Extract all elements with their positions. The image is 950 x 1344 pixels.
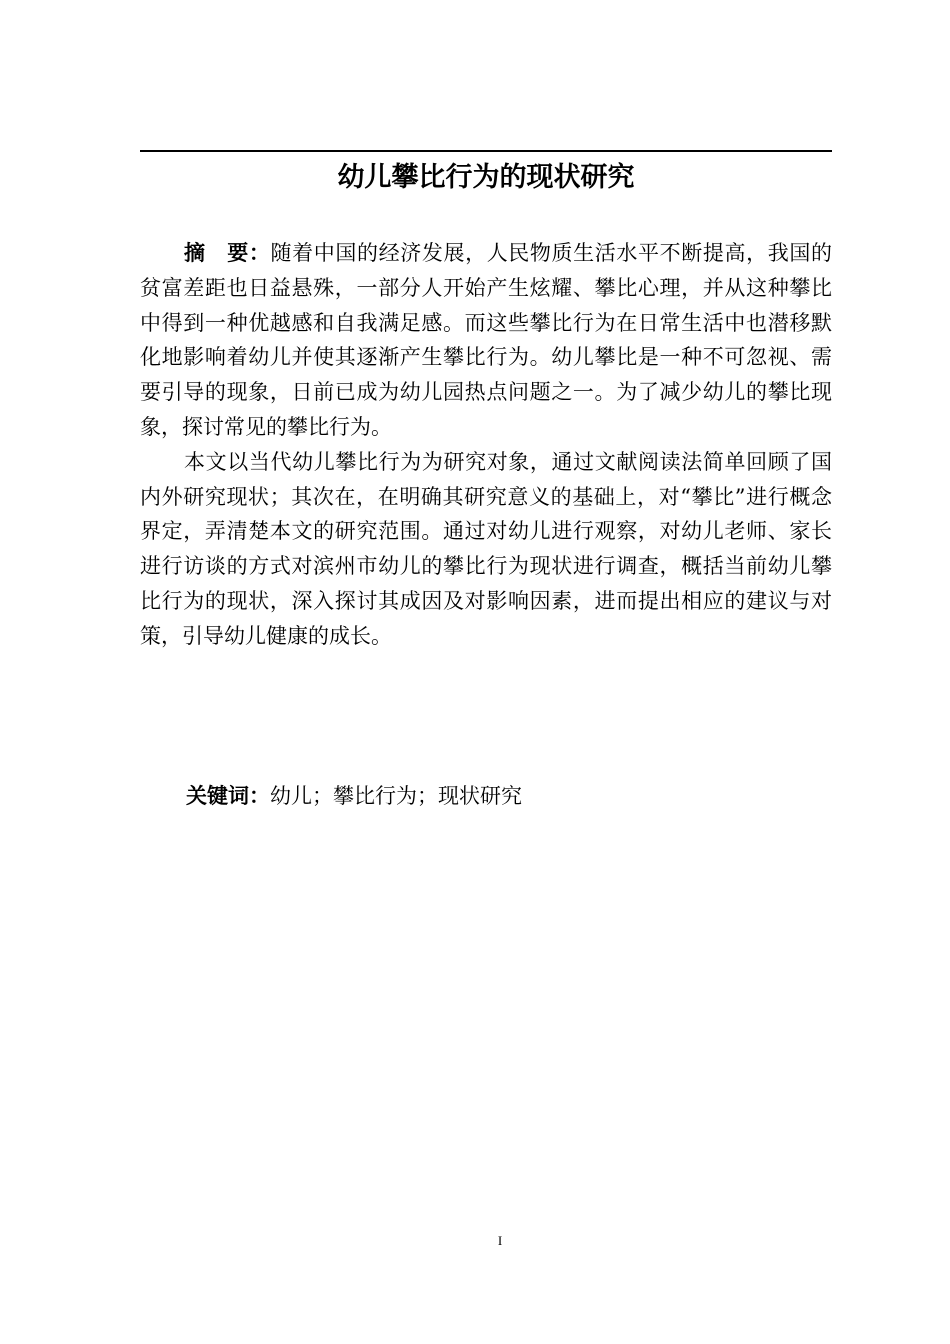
abstract-label: 摘 要： [184, 241, 271, 265]
keywords-label: 关键词： [186, 784, 270, 808]
abstract-section [140, 236, 832, 654]
keywords-line [186, 779, 832, 813]
abstract-paragraph-1 [140, 236, 832, 445]
abstract-paragraph-2: 本文以当代幼儿攀比行为为研究对象，通过文献阅读法简单回顾了国内外研究现状；其次在，在明确其研究意义的基础上，对“攀比”进行概念界定，弄清楚本文的研究范围。通过对幼儿进行观察，对幼儿老师、家长进行访谈的方式对滨州市幼儿的攀比行为现状进行调查，概括当前幼儿攀比行为的现状，深入探讨其成因及对影响因素，进而提出相应的建议与对策，引导幼儿健康的成长。 [140, 449, 832, 648]
page-number: I [497, 1233, 503, 1248]
paper-title: 幼儿攀比行为的现状研究 [337, 162, 635, 193]
header-rule [140, 150, 832, 152]
keywords-text: 幼儿；攀比行为；现状研究 [270, 784, 522, 808]
abstract-paragraph-1-text: 随着中国的经济发展，人民物质生活水平不断提高，我国的贫富差距也日益悬殊，一部分人开始产生炫耀、攀比心理，并从这种攀比中得到一种优越感和自我满足感。而这些攀比行为在日常生活中也潜移默化地影响着幼儿并使其逐渐产生攀比行为。幼儿攀比是一种不可忽视、需要引导的现象，日前已成为幼儿园热点问题之一。为了减少幼儿的攀比现象，探讨常见的攀比行为。 [140, 241, 832, 439]
